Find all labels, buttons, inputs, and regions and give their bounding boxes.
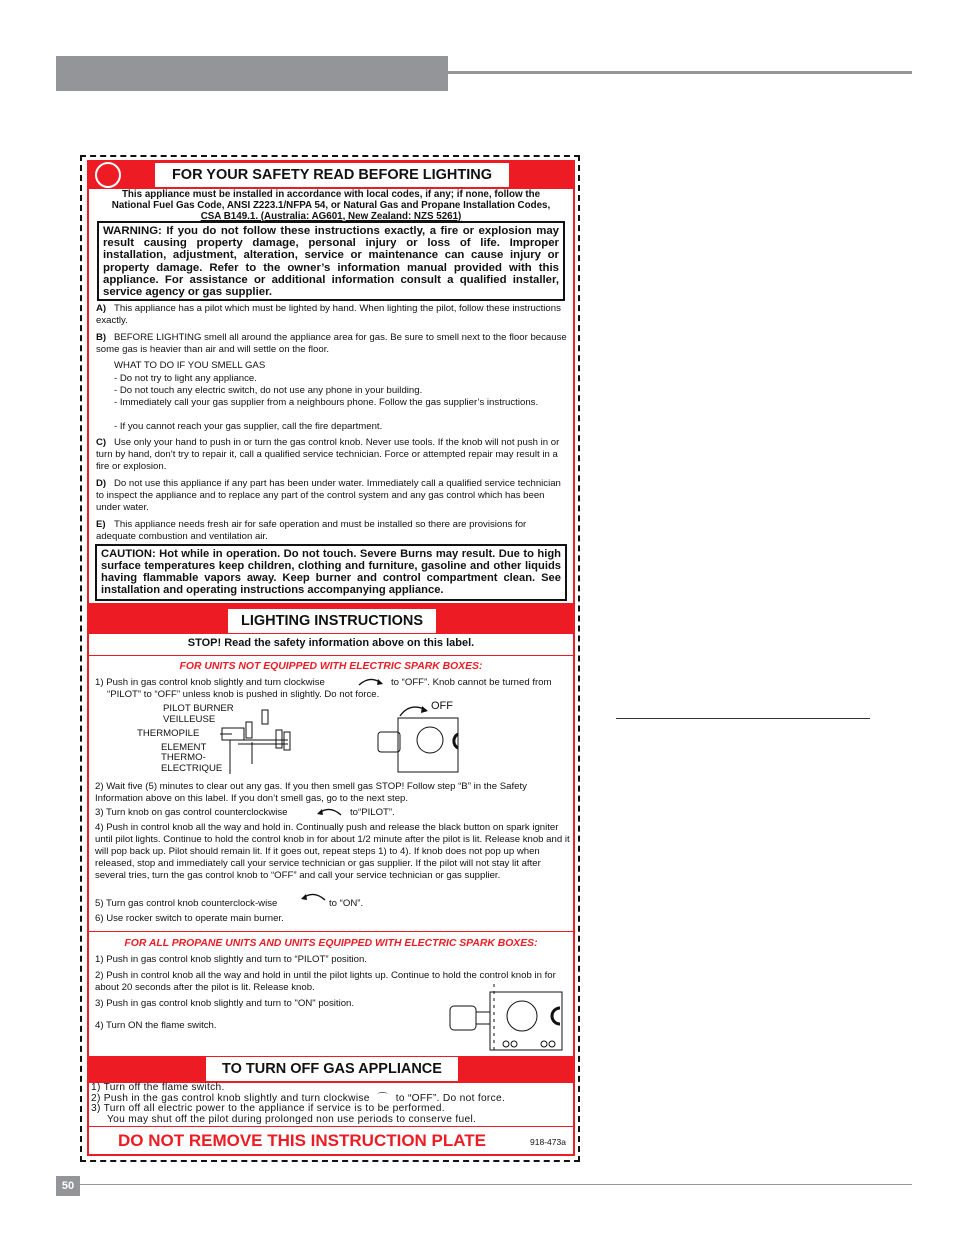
step3-b: to“PILOT”. — [350, 807, 395, 818]
stop-text: STOP! Read the safety information above on this label. — [187, 637, 475, 649]
separator — [89, 931, 573, 932]
smell-title: WHAT TO DO IF YOU SMELL GAS — [114, 360, 266, 371]
item-a: A) This appliance has a pilot which must be lighted by hand. When lighting the pilot, follow these instructions exactly. — [96, 303, 561, 326]
item-b: B) BEFORE LIGHTING smell all around the appliance area for gas. Be sure to smell next to the floor because some gas is heavier than air and will settle on the floor. — [96, 332, 567, 355]
section-spark-title: FOR ALL PROPANE UNITS AND UNITS EQUIPPED WITH ELECTRIC SPARK BOXES: — [124, 938, 538, 949]
counterclockwise-arrow-icon — [300, 890, 328, 902]
label-veilleuse: VEILLEUSE — [163, 714, 216, 725]
label-electrique: ELECTRIQUE — [161, 763, 223, 774]
clockwise-arrow-icon — [356, 675, 386, 687]
circle-icon — [95, 162, 121, 188]
step1-b: to “OFF”. Knob cannot be turned from — [391, 677, 552, 688]
step3-a: 3) Turn knob on gas control counterclockwise — [95, 807, 288, 818]
smell-2: - Do not touch any electric switch, do not use any phone in your building. — [114, 385, 423, 396]
step6: 6) Use rocker switch to operate main burner. — [95, 913, 284, 924]
smell-1: - Do not try to light any appliance. — [114, 373, 257, 384]
gas-valve-diagram — [446, 984, 566, 1054]
do-not-remove-text: DO NOT REMOVE THIS INSTRUCTION PLATE — [118, 1131, 487, 1150]
smell-4: - If you cannot reach your gas supplier, call the fire department. — [114, 421, 383, 432]
item-e: E) This appliance needs fresh air for safe operation and must be installed so there are provisions for adequate combustion and ventilation air. — [96, 519, 527, 542]
turn-off-header: TO TURN OFF GAS APPLIANCE — [206, 1057, 458, 1081]
step1-c: “PILOT” to “OFF” unless knob is pushed in slightly. Do not force. — [107, 689, 380, 700]
part-code: 918-473a — [530, 1137, 566, 1147]
section-no-spark-title: FOR UNITS NOT EQUIPPED WITH ELECTRIC SPARK BOXES: — [179, 661, 483, 672]
page-number: 50 — [56, 1176, 80, 1196]
label-thermopile: THERMOPILE — [137, 728, 200, 739]
step2: 2) Wait five (5) minutes to clear out any gas. If you then smell gas STOP! Follow step “B” in the Safety Information above on this label. If you don’t smell gas, go to the next step. — [95, 781, 527, 804]
propane-step4: 4) Turn ON the flame switch. — [95, 1020, 217, 1031]
label-element: ELEMENT — [161, 742, 207, 753]
separator — [89, 655, 573, 656]
propane-step2: 2) Push in control knob all the way and hold in until the pilot lights up. Continue to hold the control knob in for about 20 seconds after the pilot is lit. Release knob. — [95, 970, 556, 993]
header-rule — [448, 71, 912, 74]
step1-a: 1) Push in gas control knob slightly and turn clockwise — [95, 677, 325, 688]
pilot-assembly-diagram — [218, 708, 298, 776]
propane-step1: 1) Push in gas control knob slightly and turn to “PILOT” position. — [95, 954, 367, 965]
propane-step3: 3) Push in gas control knob slightly and turn to "ON" position. — [95, 998, 355, 1009]
label-pilot-burner: PILOT BURNER — [163, 703, 234, 714]
step5-a: 5) Turn gas control knob counterclock-wise — [95, 898, 278, 909]
step4: 4) Push in control knob all the way and hold in. Continually push and release the black button on spark igniter until pilot lights. Continue to hold the control knob in for about 1/2 minute after the pilot is lit. Release knob and it will pop back up. Pilot should remain lit. If it goes out, repeat steps 1) to 4). If knob does not pop up when released, stop and immediately call your service technician or gas supplier. If the pilot will not stay lit after several tries, turn the gas control knob to “OFF” and call your service technician or gas supplier. — [95, 822, 570, 881]
caution-box: CAUTION: Hot while in operation. Do not touch. Severe Burns may result. Due to high surface temperatures keep children, clothing and furniture, gasoline and other liquids having flammable vapors away. Keep burner and control compartment clean. See installation and operating instructions accompanying appliance. — [95, 544, 567, 601]
item-d: D) Do not use this appliance if any part has been under water. Immediately call a qualified service technician to inspect the appliance and to replace any part of the control system and any gas control which has been under water. — [96, 478, 561, 513]
item-c: C) Use only your hand to push in or turn the gas control knob. Never use tools. If the knob will not push in or turn by hand, don’t try to repair it, call a qualified service technician. Force or attempted repair may result in a fire or explosion. — [96, 437, 560, 472]
turn-off-steps: 1) Turn off the flame switch. 2) Push in the gas control knob slightly and turn clockwise ⌒ to “OFF”. Do not force. 3) Turn off all electric power to the appliance if service is to be performed. You may shut off the pilot during prolonged non use periods to conserve fuel. — [91, 1082, 506, 1125]
lighting-header: LIGHTING INSTRUCTIONS — [228, 609, 436, 633]
clockwise-arrow-icon: ⌒ — [377, 1092, 388, 1104]
warning-box: WARNING: If you do not follow these instructions exactly, a fire or explosion may result causing property damage, personal injury or loss of life. Improper installation, adjustment, alteration, service or maintenance can cause injury or property damage. Refer to the owner’s information manual provided with this appliance. For assistance or additional information consult a qualified installer, service agency or gas supplier. — [97, 221, 565, 301]
counterclockwise-arrow-icon — [316, 805, 344, 817]
intro-text: This appliance must be installed in accordance with local codes, if any; if none, follow the National Fuel Gas Code, ANSI Z223.1/NFPA 54, or Natural Gas and Propane Installation Codes, CSA B149.1. (Australia: AG601, New Zealand: NZS 5261) — [111, 189, 551, 222]
smell-3: - Immediately call your gas supplier from a neighbours phone. Follow the gas supplier’s instructions. — [114, 397, 539, 408]
safety-header: FOR YOUR SAFETY READ BEFORE LIGHTING — [155, 163, 509, 187]
header-bar — [56, 56, 448, 91]
footer-rule — [80, 1184, 912, 1185]
separator — [89, 1126, 573, 1127]
label-off: OFF — [431, 700, 453, 712]
side-rule — [616, 718, 870, 719]
step5-b: to “ON”. — [329, 898, 364, 909]
label-thermo: THERMO- — [161, 752, 206, 763]
